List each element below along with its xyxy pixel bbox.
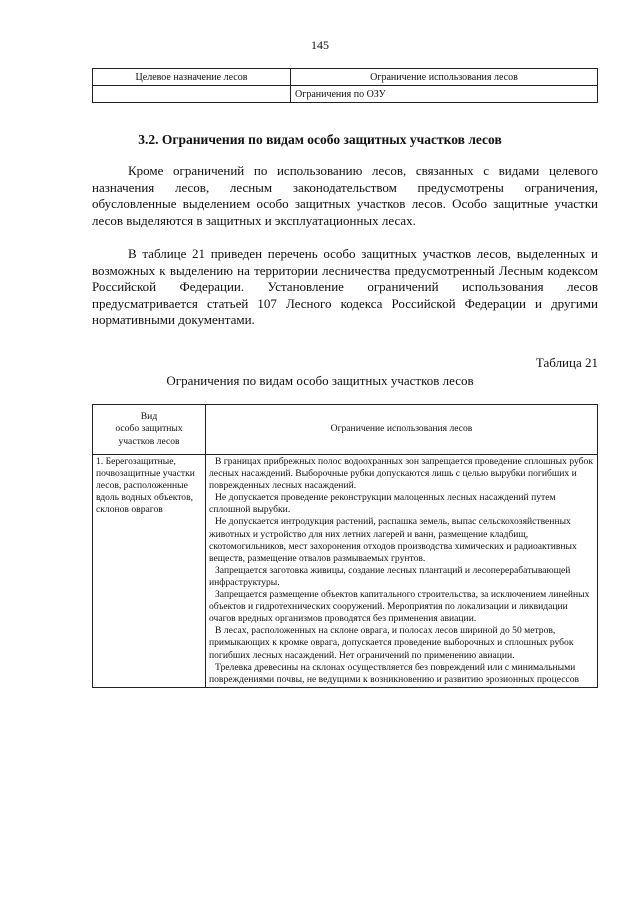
- paragraph-1: Кроме ограничений по использованию лесов, связанных с видами целевого назначения лесов, лесным законодательством предусмотрены ограничения, обусловленные выделением особо защитных участков лесов. Особо защитные участки лесов выделяются в защитных и эксплуатационных лесах.: [92, 163, 598, 228]
- table-cell-area-type: 1. Берегозащитные, почвозащитные участки лесов, расположенные вдоль водных объектов, склонов оврагов: [93, 455, 206, 688]
- section-title: 3.2. Ограничения по видам особо защитных участков лесов: [138, 132, 502, 147]
- restriction-item: Трелевка древесины на склонах осуществляется без повреждений или с минимальными повреждениями почвы, не ведущими к возникновению и развитию эрозионных процессов: [209, 661, 580, 685]
- table-caption: Ограничения по видам особо защитных участков лесов: [166, 373, 474, 388]
- table-row: [93, 86, 598, 103]
- restriction-item: В лесах, расположенных на склоне оврага, и полосах лесов шириной до 50 метров, примыкающих к кромке оврага, допускается проведение выборочных и сплошных рубок погибших лесных насаждений. Нет ограничений по применению авиации.: [209, 625, 574, 661]
- table-header-row: [93, 69, 598, 86]
- page-number: 145: [311, 38, 329, 52]
- table-header-row: [93, 405, 598, 455]
- paragraph-2: В таблице 21 приведен перечень особо защитных участков лесов, выделенных и возможных к выделению на территории лесничества предусмотренный Лесным кодексом Российской Федерации. Установление ограничений использования лесов предусматривается статьей 107 Лесного кодекса Российской Федерации и другими нормативными документами.: [92, 246, 598, 327]
- restriction-item: Не допускается проведение реконструкции малоценных лесных насаждений путем сплошной вырубки.: [209, 492, 556, 516]
- header-cell-purpose: Целевое назначение лесов: [93, 69, 291, 86]
- restriction-item: Запрещается заготовка живицы, создание лесных плантаций и лесоперерабатывающей инфраструктуры.: [209, 564, 571, 588]
- table-cell-restriction: Ограничения по ОЗУ: [291, 86, 598, 103]
- restrictions-table: [92, 404, 598, 688]
- restriction-item: Не допускается интродукция растений, распашка земель, выпас сельскохозяйственных животных и устройство для них летних лагерей и ванн, размещение кладбищ, скотомогильников, мест захоронения отходов производства химических и радиоактивных веществ, размещение отвалов размываемых грунтов.: [209, 516, 577, 564]
- restriction-item: В границах прибрежных полос водоохранных зон запрещается проведение сплошных рубок лесных насаждений. Выборочные рубки допускаются лишь с целью вырубки погибших и поврежденных лесных насаждений.: [209, 456, 593, 492]
- table-number: Таблица 21: [535, 355, 598, 370]
- header-cell-area-type: [93, 405, 206, 455]
- restriction-item: Запрещается размещение объектов капитального строительства, за исключением линейных объектов и гидротехнических сооружений. Мероприятия по локализации и ликвидации очагов вредных организмов проводятся без применения авиации.: [209, 589, 590, 625]
- header-cell-restriction: Ограничение использования лесов: [206, 405, 598, 455]
- table-row: [93, 455, 598, 688]
- top-table: [92, 68, 598, 103]
- header-cell-restriction: Ограничение использования лесов: [291, 69, 598, 86]
- table-cell-purpose: [93, 86, 291, 103]
- header-area-type-text: Вид особо защитных участков лесов: [115, 411, 183, 447]
- table-cell-restrictions: [206, 455, 598, 688]
